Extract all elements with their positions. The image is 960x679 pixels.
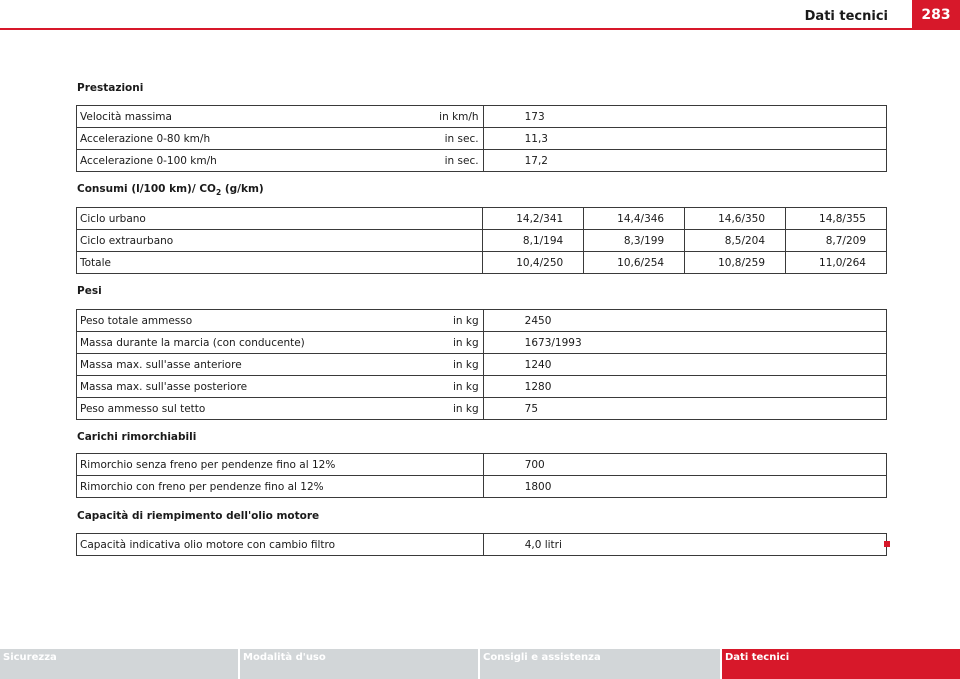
row-value: 1800 bbox=[483, 476, 886, 498]
table-row bbox=[77, 208, 887, 230]
row-value: 2450 bbox=[483, 310, 886, 332]
consumi-title-sub: 2 bbox=[215, 188, 222, 198]
row-value: 700 bbox=[483, 454, 886, 476]
header-rule bbox=[0, 28, 960, 30]
footer-tab-modalita-uso[interactable]: Modalità d'uso bbox=[240, 649, 478, 679]
row-label: Ciclo extraurbano bbox=[77, 230, 483, 252]
table-carichi bbox=[76, 453, 887, 498]
page-header bbox=[0, 0, 960, 30]
row-value: 10,8/259 bbox=[685, 252, 786, 274]
row-value: 10,4/250 bbox=[483, 252, 584, 274]
row-value: 75 bbox=[483, 398, 886, 420]
row-unit: in kg bbox=[426, 376, 483, 398]
row-value: 11,3 bbox=[483, 128, 886, 150]
row-label: Capacità indicativa olio motore con cambio filtro bbox=[77, 534, 484, 556]
table-row bbox=[77, 476, 887, 498]
row-unit: in kg bbox=[426, 398, 483, 420]
chapter-title: Dati tecnici bbox=[804, 9, 888, 24]
row-label: Massa max. sull'asse posteriore bbox=[77, 376, 427, 398]
footer-tab-dati-tecnici[interactable]: Dati tecnici bbox=[722, 649, 960, 679]
row-value: 8,7/209 bbox=[786, 230, 887, 252]
row-value: 8,3/199 bbox=[584, 230, 685, 252]
row-unit: in kg bbox=[426, 354, 483, 376]
table-row bbox=[77, 332, 887, 354]
table-row bbox=[77, 310, 887, 332]
row-label: Massa max. sull'asse anteriore bbox=[77, 354, 427, 376]
table-olio bbox=[76, 533, 887, 556]
table-row bbox=[77, 354, 887, 376]
row-label: Velocità massima bbox=[77, 106, 427, 128]
section-title-pesi: Pesi bbox=[77, 285, 102, 297]
row-value: 4,0 litri bbox=[483, 534, 886, 556]
row-value: 14,2/341 bbox=[483, 208, 584, 230]
row-value: 173 bbox=[483, 106, 886, 128]
row-value: 14,8/355 bbox=[786, 208, 887, 230]
row-unit: in sec. bbox=[426, 150, 483, 172]
footer-nav bbox=[0, 649, 960, 679]
table-row bbox=[77, 128, 887, 150]
row-label: Peso ammesso sul tetto bbox=[77, 398, 427, 420]
row-label: Massa durante la marcia (con conducente) bbox=[77, 332, 427, 354]
section-title-carichi: Carichi rimorchiabili bbox=[77, 431, 197, 443]
table-row bbox=[77, 230, 887, 252]
section-title-prestazioni: Prestazioni bbox=[77, 82, 144, 94]
row-label: Rimorchio con freno per pendenze fino al 12% bbox=[77, 476, 484, 498]
row-label: Ciclo urbano bbox=[77, 208, 483, 230]
table-row bbox=[77, 376, 887, 398]
end-of-section-marker bbox=[884, 541, 890, 547]
row-value: 17,2 bbox=[483, 150, 886, 172]
row-value: 1673/1993 bbox=[483, 332, 886, 354]
row-unit: in km/h bbox=[426, 106, 483, 128]
row-value: 11,0/264 bbox=[786, 252, 887, 274]
row-label: Totale bbox=[77, 252, 483, 274]
row-label: Accelerazione 0-80 km/h bbox=[77, 128, 427, 150]
row-value: 1240 bbox=[483, 354, 886, 376]
row-value: 10,6/254 bbox=[584, 252, 685, 274]
table-row bbox=[77, 534, 887, 556]
row-label: Accelerazione 0-100 km/h bbox=[77, 150, 427, 172]
row-value: 8,5/204 bbox=[685, 230, 786, 252]
page-number: 283 bbox=[912, 0, 960, 30]
row-unit: in kg bbox=[426, 332, 483, 354]
section-title-olio: Capacità di riempimento dell'olio motore bbox=[77, 510, 320, 522]
row-value: 14,6/350 bbox=[685, 208, 786, 230]
consumi-title-main: Consumi (l/100 km)/ CO bbox=[77, 183, 216, 195]
row-label: Peso totale ammesso bbox=[77, 310, 427, 332]
table-prestazioni bbox=[76, 105, 887, 172]
table-row bbox=[77, 106, 887, 128]
row-unit: in kg bbox=[426, 310, 483, 332]
table-pesi bbox=[76, 309, 887, 420]
table-row bbox=[77, 252, 887, 274]
consumi-title-end: (g/km) bbox=[221, 183, 264, 195]
section-title-consumi bbox=[77, 183, 264, 197]
table-row bbox=[77, 150, 887, 172]
row-label: Rimorchio senza freno per pendenze fino al 12% bbox=[77, 454, 484, 476]
table-consumi bbox=[76, 207, 887, 274]
footer-tab-consigli-assistenza[interactable]: Consigli e assistenza bbox=[480, 649, 720, 679]
footer-tab-sicurezza[interactable]: Sicurezza bbox=[0, 649, 238, 679]
row-unit: in sec. bbox=[426, 128, 483, 150]
row-value: 8,1/194 bbox=[483, 230, 584, 252]
table-row bbox=[77, 454, 887, 476]
row-value: 14,4/346 bbox=[584, 208, 685, 230]
row-value: 1280 bbox=[483, 376, 886, 398]
table-row bbox=[77, 398, 887, 420]
